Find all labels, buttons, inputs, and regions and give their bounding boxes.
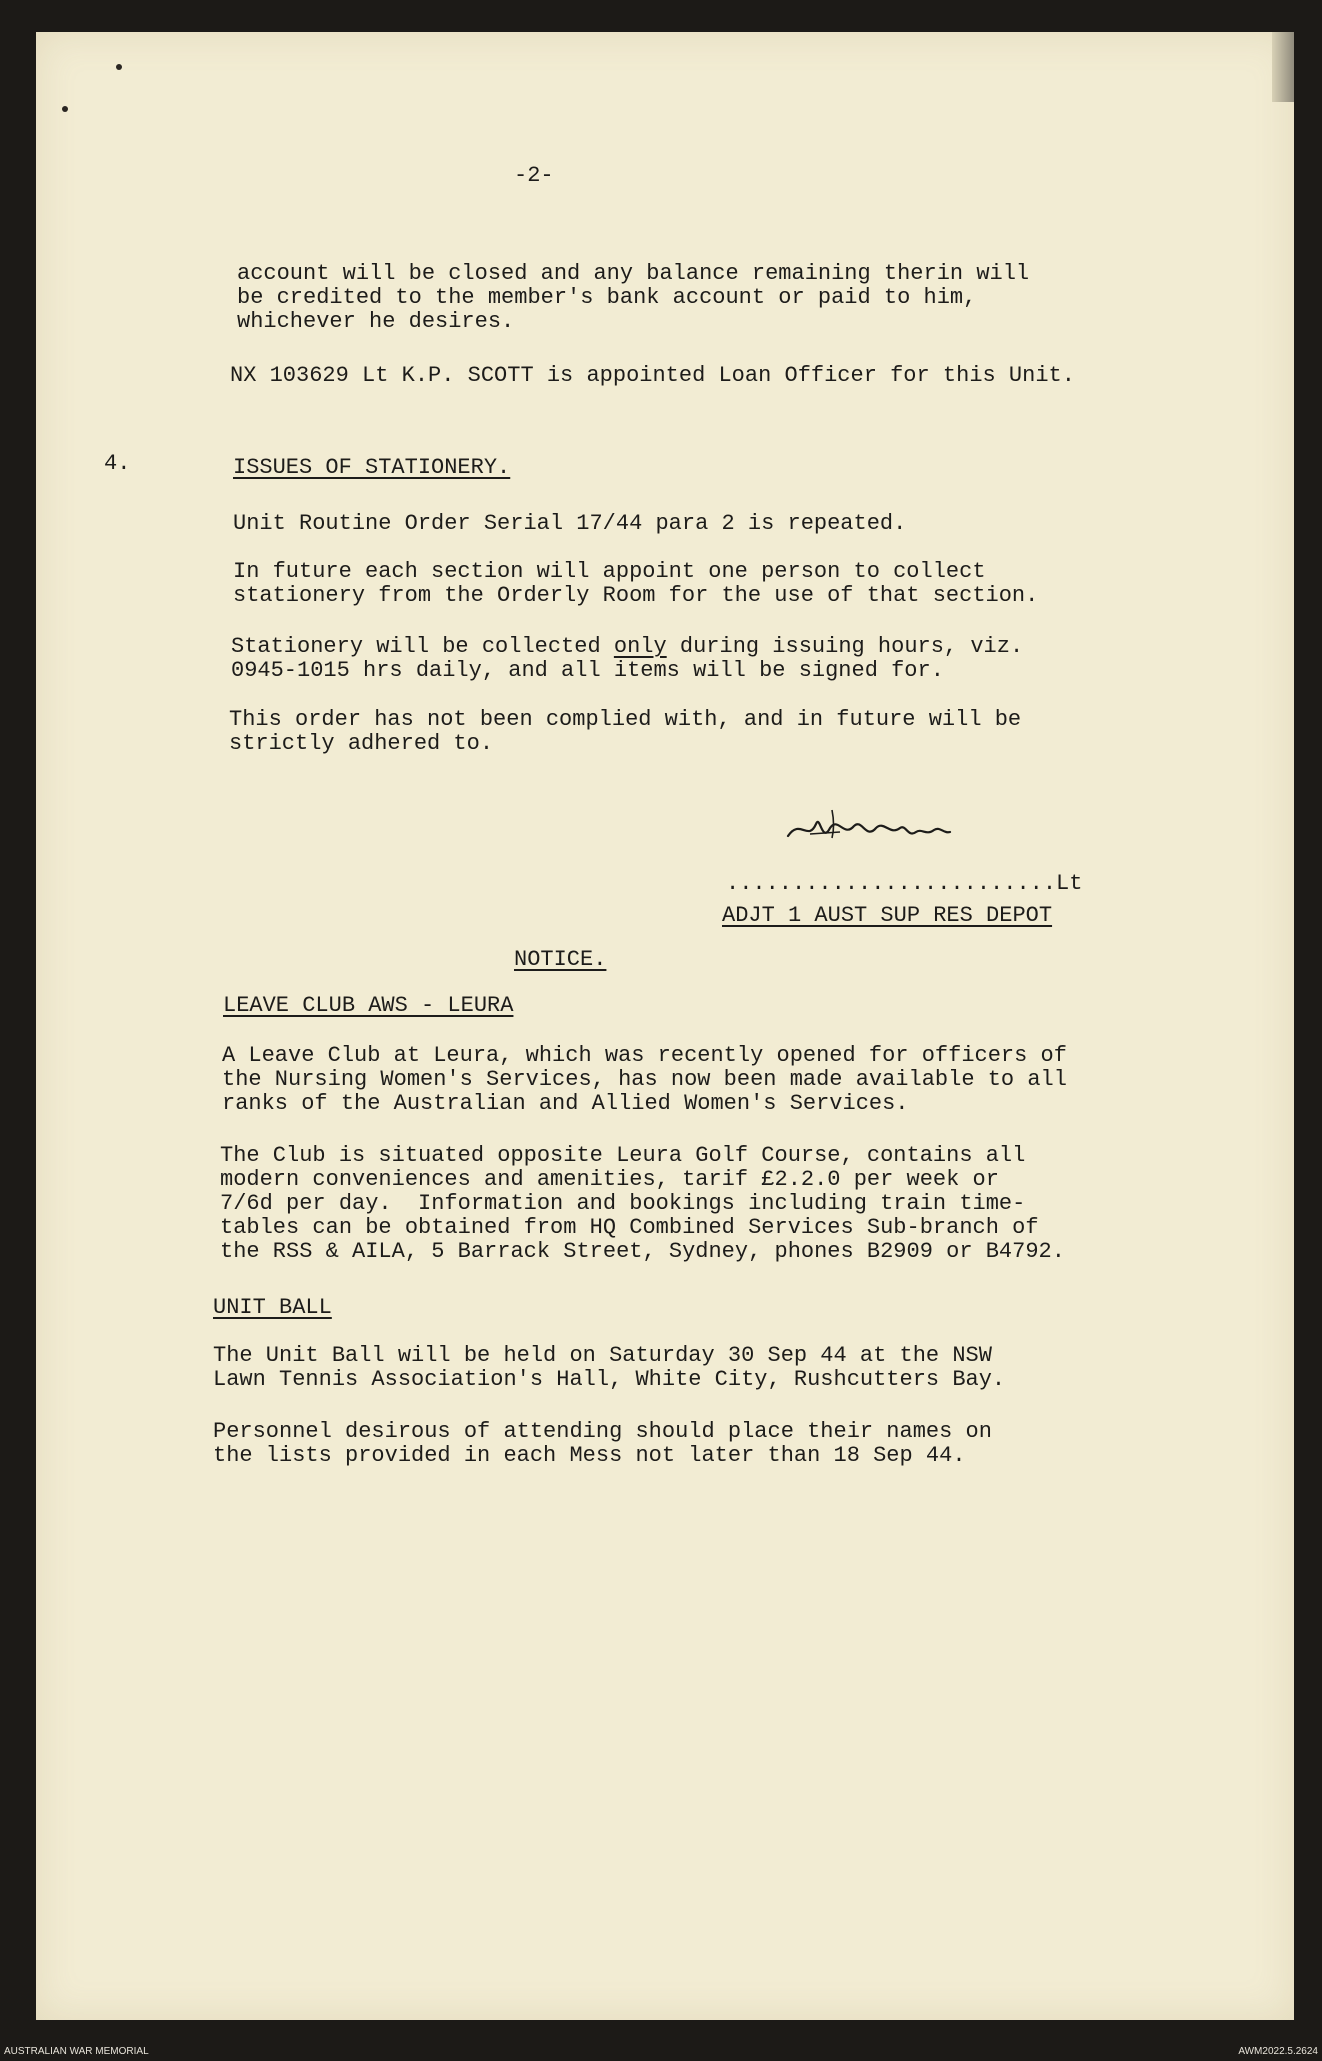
text-line: A Leave Club at Leura, which was recently opened for officers of [222, 1043, 1067, 1068]
text-line: tables can be obtained from HQ Combined Services Sub-branch of [220, 1215, 1039, 1240]
text-line: strictly adhered to. [229, 731, 494, 756]
page-corner-fold [1272, 32, 1294, 102]
text-line: The Club is situated opposite Leura Golf Course, contains all [220, 1143, 1026, 1168]
text-line: Lawn Tennis Association's Hall, White City, Rushcutters Bay. [213, 1367, 1006, 1392]
unit-ball-heading: UNIT BALL [213, 1295, 332, 1320]
signature-dots: .........................Lt [726, 871, 1083, 896]
appointment-line: NX 103629 Lt K.P. SCOTT is appointed Loan Officer for this Unit. [230, 363, 1075, 388]
text-line: the RSS & AILA, 5 Barrack Street, Sydney, phones B2909 or B4792. [220, 1239, 1065, 1264]
emphasis-only: only [613, 634, 667, 659]
text-line: Personnel desirous of attending should place their names on [213, 1419, 992, 1444]
handwritten-signature [780, 798, 1000, 858]
text-line: the lists provided in each Mess not later than 18 Sep 44. [213, 1443, 966, 1468]
signature-title: ADJT 1 AUST SUP RES DEPOT [722, 903, 1053, 928]
footer-credit: AUSTRALIAN WAR MEMORIAL [4, 2046, 149, 2057]
punch-hole-mark [116, 64, 122, 70]
page-number: -2- [514, 163, 554, 188]
text-line: the Nursing Women's Services, has now been made available to all [222, 1067, 1067, 1092]
text-line: In future each section will appoint one person to collect [233, 559, 986, 584]
text-line [231, 635, 1023, 659]
section-heading: ISSUES OF STATIONERY. [233, 455, 511, 480]
punch-hole-mark [62, 106, 68, 112]
text-line: modern conveniences and amenities, tarif £2.2.0 per week or [220, 1167, 999, 1192]
text-segment: Stationery will be collected [231, 634, 614, 659]
text-line: 0945-1015 hrs daily, and all items will be signed for. [231, 658, 944, 683]
notice-heading: NOTICE. [514, 947, 607, 972]
text-line: whichever he desires. [237, 309, 515, 334]
text-line: stationery from the Orderly Room for the use of that section. [233, 583, 1039, 608]
text-line: This order has not been complied with, and in future will be [229, 707, 1022, 732]
text-line: 7/6d per day. Information and bookings including train time- [220, 1191, 1026, 1216]
leave-club-heading: LEAVE CLUB AWS - LEURA [223, 993, 514, 1018]
text-line: The Unit Ball will be held on Saturday 30 Sep 44 at the NSW [213, 1343, 992, 1368]
text-line: be credited to the member's bank account or paid to him, [237, 285, 977, 310]
text-line: Unit Routine Order Serial 17/44 para 2 is repeated. [233, 511, 907, 536]
text-segment: during issuing hours, viz. [666, 634, 1024, 659]
text-line: account will be closed and any balance remaining therin will [237, 261, 1030, 286]
footer-accession-number: AWM2022.5.2624 [1238, 2046, 1318, 2057]
section-number: 4. [104, 451, 131, 476]
document-page [36, 32, 1294, 2020]
text-line: ranks of the Australian and Allied Women's Services. [222, 1091, 909, 1116]
